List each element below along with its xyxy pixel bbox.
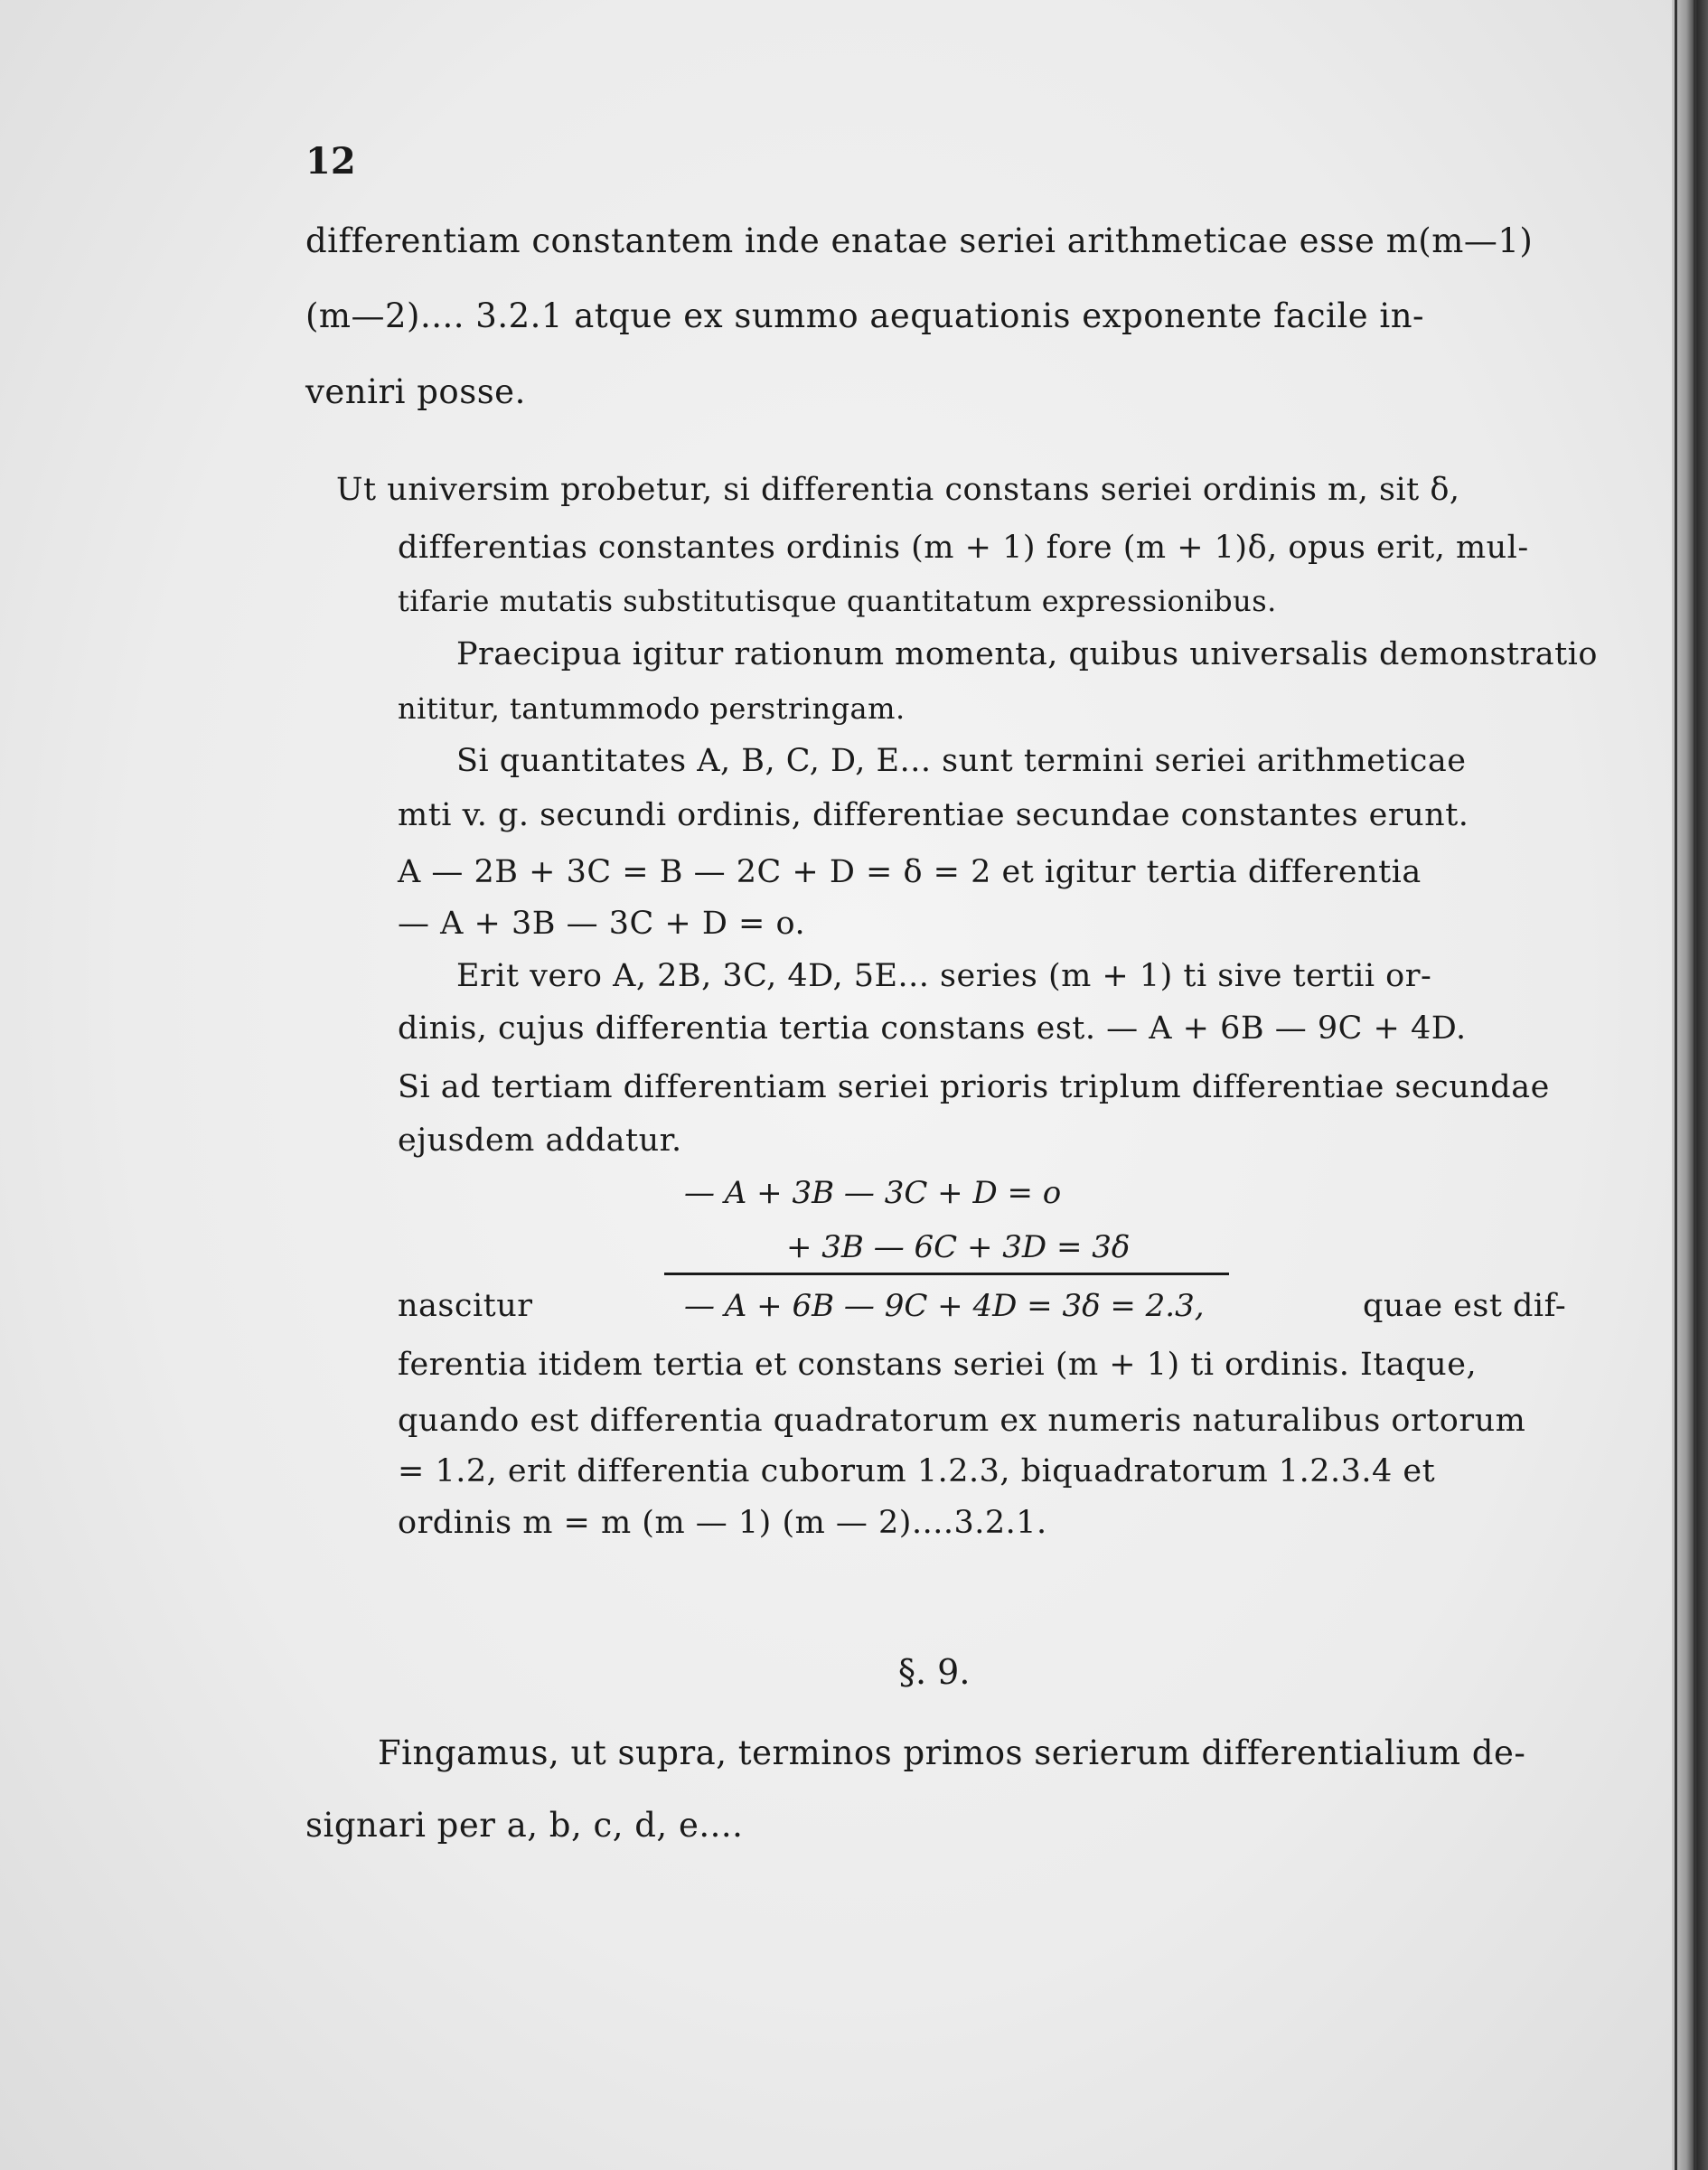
sum-rule [664, 1273, 1229, 1275]
text-line: — A + 3B — 3C + D = o. [398, 906, 806, 942]
text-line: mti v. g. secundi ordinis, differentiae secundae constantes erunt. [398, 797, 1469, 833]
text-line: Ut universim probetur, si differentia constans seriei ordinis m, sit δ, [336, 472, 1460, 508]
text-line: A — 2B + 3C = B — 2C + D = δ = 2 et igitur tertia differentia [398, 854, 1422, 890]
text-line: dinis, cujus differentia tertia constans est. — A + 6B — 9C + 4D. [398, 1010, 1467, 1047]
text-line: veniri posse. [305, 372, 526, 411]
text-line: Si ad tertiam differentiam seriei prioris triplum differentiae secundae [398, 1069, 1550, 1105]
equation-line: — A + 6B — 9C + 4D = 3δ = 2.3, [684, 1288, 1205, 1324]
text-line: Fingamus, ut supra, terminos primos serierum differentialium de- [378, 1733, 1526, 1772]
text-line: differentias constantes ordinis (m + 1) fore (m + 1)δ, opus erit, mul- [398, 530, 1529, 566]
text-line: Erit vero A, 2B, 3C, 4D, 5E... series (m + 1) ti sive tertii or- [456, 958, 1432, 994]
text-line: quando est differentia quadratorum ex numeris naturalibus ortorum [398, 1403, 1526, 1439]
text-line: tifarie mutatis substitutisque quantitatum expressionibus. [398, 584, 1277, 618]
text-line: differentiam constantem inde enatae seriei arithmeticae esse m(m—1) [305, 221, 1534, 260]
text-line: ejusdem addatur. [398, 1123, 682, 1159]
section-heading: §. 9. [898, 1652, 971, 1692]
gutter-divider [1675, 0, 1677, 2170]
text-line: quae est dif- [1363, 1288, 1567, 1324]
text-line: ordinis m = m (m — 1) (m — 2)....3.2.1. [398, 1505, 1047, 1541]
text-line: Praecipua igitur rationum momenta, quibus universalis demonstratio [456, 636, 1598, 672]
text-line: Si quantitates A, B, C, D, E... sunt termini seriei arithmeticae [456, 743, 1467, 779]
book-gutter [1672, 0, 1708, 2170]
nascitur-label: nascitur [398, 1288, 533, 1324]
equation-line: — A + 3B — 3C + D = o [684, 1175, 1062, 1211]
text-line: ferentia itidem tertia et constans seriei (m + 1) ti ordinis. Itaque, [398, 1347, 1478, 1383]
text-line: nititur, tantummodo perstringam. [398, 691, 906, 726]
page-number: 12 [305, 140, 356, 183]
text-line: signari per a, b, c, d, e.... [305, 1806, 744, 1845]
gutter-divider [1694, 0, 1695, 2170]
text-line: (m—2).... 3.2.1 atque ex summo aequationis exponente facile in- [305, 296, 1425, 335]
text-line: = 1.2, erit differentia cuborum 1.2.3, biquadratorum 1.2.3.4 et [398, 1453, 1436, 1489]
equation-line: + 3B — 6C + 3D = 3δ [786, 1229, 1131, 1265]
